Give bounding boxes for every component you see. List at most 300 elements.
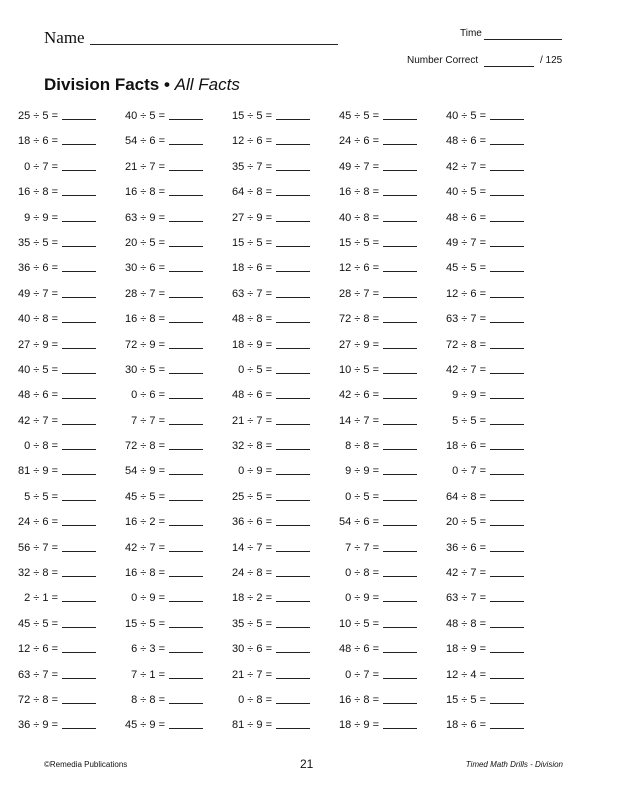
answer-blank[interactable] xyxy=(383,195,417,196)
problem-row xyxy=(0,565,618,590)
problem-equation: 2 ÷ 1 = xyxy=(24,592,58,605)
answer-blank[interactable] xyxy=(62,348,96,349)
problem-equation: 56 ÷ 7 = xyxy=(18,541,58,554)
problem-item xyxy=(446,235,570,251)
problem-equation: 72 ÷ 9 = xyxy=(125,338,165,351)
answer-blank[interactable] xyxy=(62,373,96,374)
answer-blank[interactable] xyxy=(169,119,203,120)
answer-blank[interactable] xyxy=(383,703,417,704)
answer-blank[interactable] xyxy=(276,271,310,272)
problem-equation: 16 ÷ 8 = xyxy=(125,186,165,199)
problem-equation: 12 ÷ 4 = xyxy=(446,668,486,681)
problem-item xyxy=(18,692,142,708)
problem-item xyxy=(446,184,570,200)
answer-blank[interactable] xyxy=(383,576,417,577)
problem-equation: 48 ÷ 6 = xyxy=(446,211,486,224)
problem-item xyxy=(232,438,356,454)
answer-blank[interactable] xyxy=(490,170,524,171)
answer-blank[interactable] xyxy=(169,144,203,145)
problem-row xyxy=(0,260,618,285)
problem-equation: 16 ÷ 8 = xyxy=(339,186,379,199)
answer-blank[interactable] xyxy=(276,195,310,196)
problem-equation: 42 ÷ 7 = xyxy=(446,363,486,376)
answer-blank[interactable] xyxy=(169,576,203,577)
problem-equation: 0 ÷ 8 = xyxy=(345,567,379,580)
answer-blank[interactable] xyxy=(169,348,203,349)
problem-equation: 15 ÷ 5 = xyxy=(125,617,165,630)
answer-blank[interactable] xyxy=(169,601,203,602)
problem-equation: 18 ÷ 9 = xyxy=(232,338,272,351)
problem-row xyxy=(0,590,618,615)
problem-equation: 28 ÷ 7 = xyxy=(125,287,165,300)
problem-equation: 49 ÷ 7 = xyxy=(18,287,58,300)
answer-blank[interactable] xyxy=(490,348,524,349)
problem-row xyxy=(0,438,618,463)
problem-row xyxy=(0,286,618,311)
answer-blank[interactable] xyxy=(169,678,203,679)
answer-blank[interactable] xyxy=(490,424,524,425)
answer-blank[interactable] xyxy=(62,500,96,501)
answer-blank[interactable] xyxy=(490,576,524,577)
problem-equation: 9 ÷ 9 = xyxy=(452,389,486,402)
problem-row xyxy=(0,616,618,641)
problem-item xyxy=(446,489,570,505)
problem-equation: 25 ÷ 5 = xyxy=(18,110,58,122)
problem-equation: 42 ÷ 7 = xyxy=(18,414,58,427)
problem-item xyxy=(24,590,142,606)
problem-item xyxy=(452,463,570,479)
time-label: Time xyxy=(460,28,482,39)
problem-equation: 18 ÷ 6 = xyxy=(446,440,486,453)
answer-blank[interactable] xyxy=(490,652,524,653)
problem-item xyxy=(125,362,249,378)
problem-item xyxy=(125,463,249,479)
answer-blank[interactable] xyxy=(62,246,96,247)
footer-page-number: 21 xyxy=(300,757,314,771)
answer-blank[interactable] xyxy=(169,728,203,729)
problem-equation: 21 ÷ 7 = xyxy=(232,414,272,427)
problem-equation: 63 ÷ 7 = xyxy=(18,668,58,681)
answer-blank[interactable] xyxy=(62,678,96,679)
answer-blank[interactable] xyxy=(383,398,417,399)
problem-equation: 30 ÷ 5 = xyxy=(125,363,165,376)
answer-blank[interactable] xyxy=(62,195,96,196)
problem-equation: 24 ÷ 6 = xyxy=(18,516,58,529)
problem-equation: 36 ÷ 6 = xyxy=(18,262,58,275)
problem-equation: 81 ÷ 9 = xyxy=(232,719,272,732)
answer-blank[interactable] xyxy=(169,297,203,298)
answer-blank[interactable] xyxy=(490,373,524,374)
answer-blank[interactable] xyxy=(169,398,203,399)
answer-blank[interactable] xyxy=(276,728,310,729)
problem-equation: 40 ÷ 8 = xyxy=(18,313,58,326)
problem-item xyxy=(232,590,356,606)
answer-blank[interactable] xyxy=(276,525,310,526)
problem-row xyxy=(0,184,618,209)
problem-row xyxy=(0,108,618,133)
answer-blank[interactable] xyxy=(383,144,417,145)
problem-item xyxy=(446,616,570,632)
name-answer-line[interactable] xyxy=(90,44,338,45)
problem-equation: 48 ÷ 6 = xyxy=(232,389,272,402)
problem-item xyxy=(446,260,570,276)
problem-equation: 8 ÷ 8 = xyxy=(345,440,379,453)
answer-blank[interactable] xyxy=(169,627,203,628)
footer-book-title: Timed Math Drills - Division xyxy=(465,760,563,769)
problem-equation: 40 ÷ 8 = xyxy=(339,211,379,224)
problem-item xyxy=(18,641,142,657)
answer-blank[interactable] xyxy=(276,144,310,145)
problem-equation: 14 ÷ 7 = xyxy=(232,541,272,554)
answer-blank[interactable] xyxy=(169,424,203,425)
problem-item xyxy=(131,692,249,708)
problem-row xyxy=(0,540,618,565)
problem-equation: 18 ÷ 6 = xyxy=(18,135,58,148)
problem-row xyxy=(0,387,618,412)
problem-row xyxy=(0,489,618,514)
problem-item xyxy=(446,159,570,175)
answer-blank[interactable] xyxy=(276,703,310,704)
answer-blank[interactable] xyxy=(490,271,524,272)
problem-row xyxy=(0,463,618,488)
problem-equation: 36 ÷ 6 = xyxy=(232,516,272,529)
problem-equation: 40 ÷ 5 = xyxy=(446,186,486,199)
problem-equation: 18 ÷ 9 = xyxy=(446,643,486,656)
problem-equation: 32 ÷ 8 = xyxy=(18,567,58,580)
problem-item xyxy=(446,717,570,733)
problem-item xyxy=(446,210,570,226)
problem-equation: 15 ÷ 5 = xyxy=(232,110,272,122)
problem-grid xyxy=(0,108,618,743)
answer-blank[interactable] xyxy=(383,348,417,349)
answer-blank[interactable] xyxy=(62,398,96,399)
answer-blank[interactable] xyxy=(490,144,524,145)
problem-equation: 12 ÷ 6 = xyxy=(339,262,379,275)
time-answer-line[interactable] xyxy=(484,39,562,40)
problem-equation: 18 ÷ 2 = xyxy=(232,592,272,605)
answer-blank[interactable] xyxy=(490,246,524,247)
problem-row xyxy=(0,337,618,362)
problem-row xyxy=(0,362,618,387)
title-sub: All Facts xyxy=(174,75,240,94)
answer-blank[interactable] xyxy=(383,246,417,247)
problem-equation: 7 ÷ 7 = xyxy=(345,541,379,554)
answer-blank[interactable] xyxy=(169,525,203,526)
answer-blank[interactable] xyxy=(276,500,310,501)
answer-blank[interactable] xyxy=(490,678,524,679)
problem-equation: 16 ÷ 8 = xyxy=(125,313,165,326)
answer-blank[interactable] xyxy=(169,246,203,247)
answer-blank[interactable] xyxy=(383,678,417,679)
problem-equation: 45 ÷ 5 = xyxy=(125,490,165,503)
problem-equation: 36 ÷ 9 = xyxy=(18,719,58,732)
problem-equation: 8 ÷ 8 = xyxy=(131,693,165,706)
problem-equation: 7 ÷ 1 = xyxy=(131,668,165,681)
problem-equation: 63 ÷ 9 = xyxy=(125,211,165,224)
problem-equation: 64 ÷ 8 = xyxy=(232,186,272,199)
problem-equation: 24 ÷ 8 = xyxy=(232,567,272,580)
answer-blank[interactable] xyxy=(276,576,310,577)
problem-equation: 15 ÷ 5 = xyxy=(339,236,379,249)
problem-item xyxy=(446,133,570,149)
problem-equation: 63 ÷ 7 = xyxy=(446,313,486,326)
problem-equation: 28 ÷ 7 = xyxy=(339,287,379,300)
answer-blank[interactable] xyxy=(276,119,310,120)
answer-blank[interactable] xyxy=(276,678,310,679)
problem-equation: 72 ÷ 8 = xyxy=(446,338,486,351)
problem-equation: 40 ÷ 5 = xyxy=(125,110,165,122)
answer-blank[interactable] xyxy=(490,221,524,222)
answer-blank[interactable] xyxy=(383,449,417,450)
answer-blank[interactable] xyxy=(169,703,203,704)
problem-item xyxy=(339,387,463,403)
answer-blank[interactable] xyxy=(490,322,524,323)
problem-row xyxy=(0,692,618,717)
problem-row xyxy=(0,514,618,539)
answer-blank[interactable] xyxy=(276,601,310,602)
problem-equation: 0 ÷ 9 = xyxy=(131,592,165,605)
answer-blank[interactable] xyxy=(276,373,310,374)
problem-item xyxy=(232,540,356,556)
answer-blank[interactable] xyxy=(169,652,203,653)
problem-equation: 24 ÷ 6 = xyxy=(339,135,379,148)
problem-item xyxy=(446,311,570,327)
problem-equation: 16 ÷ 8 = xyxy=(339,693,379,706)
problem-equation: 63 ÷ 7 = xyxy=(446,592,486,605)
answer-blank[interactable] xyxy=(383,373,417,374)
problem-equation: 12 ÷ 6 = xyxy=(446,287,486,300)
answer-blank[interactable] xyxy=(62,576,96,577)
problem-equation: 27 ÷ 9 = xyxy=(232,211,272,224)
answer-blank[interactable] xyxy=(169,170,203,171)
answer-blank[interactable] xyxy=(62,449,96,450)
problem-equation: 40 ÷ 5 = xyxy=(446,110,486,122)
problem-equation: 20 ÷ 5 = xyxy=(125,236,165,249)
problem-item xyxy=(238,463,356,479)
problem-equation: 0 ÷ 7 = xyxy=(345,668,379,681)
problem-equation: 54 ÷ 6 = xyxy=(339,516,379,529)
answer-blank[interactable] xyxy=(62,474,96,475)
problem-equation: 10 ÷ 5 = xyxy=(339,363,379,376)
problem-equation: 40 ÷ 5 = xyxy=(18,363,58,376)
problem-equation: 35 ÷ 5 = xyxy=(18,236,58,249)
answer-blank[interactable] xyxy=(62,297,96,298)
problem-equation: 10 ÷ 5 = xyxy=(339,617,379,630)
answer-blank[interactable] xyxy=(62,728,96,729)
problem-equation: 30 ÷ 6 = xyxy=(125,262,165,275)
answer-blank[interactable] xyxy=(383,652,417,653)
problem-equation: 32 ÷ 8 = xyxy=(232,440,272,453)
problem-row xyxy=(0,413,618,438)
problem-row xyxy=(0,717,618,742)
problem-equation: 48 ÷ 6 = xyxy=(18,389,58,402)
answer-blank[interactable] xyxy=(169,322,203,323)
problem-equation: 48 ÷ 8 = xyxy=(446,617,486,630)
problem-item xyxy=(446,590,570,606)
problem-equation: 18 ÷ 6 = xyxy=(446,719,486,732)
answer-blank[interactable] xyxy=(276,348,310,349)
problem-equation: 36 ÷ 6 = xyxy=(446,541,486,554)
answer-blank[interactable] xyxy=(490,297,524,298)
problem-item xyxy=(446,565,570,581)
answer-blank[interactable] xyxy=(490,703,524,704)
answer-blank[interactable] xyxy=(169,221,203,222)
answer-blank[interactable] xyxy=(383,627,417,628)
answer-blank[interactable] xyxy=(383,728,417,729)
answer-blank[interactable] xyxy=(169,373,203,374)
problem-row xyxy=(0,235,618,260)
problem-item xyxy=(345,463,463,479)
answer-blank[interactable] xyxy=(383,601,417,602)
answer-blank[interactable] xyxy=(62,703,96,704)
problem-equation: 27 ÷ 9 = xyxy=(18,338,58,351)
problem-equation: 15 ÷ 5 = xyxy=(232,236,272,249)
answer-blank[interactable] xyxy=(169,474,203,475)
answer-blank[interactable] xyxy=(276,246,310,247)
answer-blank[interactable] xyxy=(383,551,417,552)
problem-item xyxy=(446,540,570,556)
answer-blank[interactable] xyxy=(490,525,524,526)
problem-equation: 49 ÷ 7 = xyxy=(446,236,486,249)
answer-blank[interactable] xyxy=(490,500,524,501)
answer-blank[interactable] xyxy=(490,551,524,552)
footer-publisher: ©Remedia Publications xyxy=(44,760,128,769)
answer-blank[interactable] xyxy=(276,424,310,425)
answer-blank[interactable] xyxy=(383,474,417,475)
problem-item xyxy=(446,362,570,378)
problem-equation: 72 ÷ 8 = xyxy=(339,313,379,326)
answer-blank[interactable] xyxy=(62,119,96,120)
problem-equation: 48 ÷ 6 = xyxy=(446,135,486,148)
answer-blank[interactable] xyxy=(62,271,96,272)
answer-blank[interactable] xyxy=(383,297,417,298)
answer-blank[interactable] xyxy=(62,551,96,552)
answer-blank[interactable] xyxy=(276,551,310,552)
problem-equation: 0 ÷ 9 = xyxy=(345,592,379,605)
answer-blank[interactable] xyxy=(62,424,96,425)
problem-equation: 49 ÷ 7 = xyxy=(339,160,379,173)
answer-blank[interactable] xyxy=(169,551,203,552)
answer-blank[interactable] xyxy=(383,500,417,501)
answer-blank[interactable] xyxy=(490,627,524,628)
problem-equation: 0 ÷ 5 = xyxy=(345,490,379,503)
problem-equation: 16 ÷ 8 = xyxy=(125,567,165,580)
answer-blank[interactable] xyxy=(62,144,96,145)
problem-equation: 14 ÷ 7 = xyxy=(339,414,379,427)
problem-equation: 42 ÷ 6 = xyxy=(339,389,379,402)
answer-blank[interactable] xyxy=(62,652,96,653)
answer-blank[interactable] xyxy=(62,322,96,323)
answer-blank[interactable] xyxy=(276,297,310,298)
problem-row xyxy=(0,159,618,184)
answer-blank[interactable] xyxy=(276,474,310,475)
answer-blank[interactable] xyxy=(276,322,310,323)
problem-item xyxy=(446,337,570,353)
problem-item xyxy=(446,438,570,454)
problem-equation: 12 ÷ 6 = xyxy=(18,643,58,656)
answer-blank[interactable] xyxy=(62,221,96,222)
answer-blank[interactable] xyxy=(276,398,310,399)
problem-item xyxy=(232,489,356,505)
answer-blank[interactable] xyxy=(490,601,524,602)
answer-blank[interactable] xyxy=(62,627,96,628)
answer-blank[interactable] xyxy=(490,398,524,399)
problem-row xyxy=(0,311,618,336)
answer-blank[interactable] xyxy=(490,449,524,450)
problem-equation: 5 ÷ 5 = xyxy=(24,490,58,503)
problem-item xyxy=(446,641,570,657)
answer-blank[interactable] xyxy=(490,474,524,475)
number-correct-label: Number Correct xyxy=(407,55,479,66)
answer-blank[interactable] xyxy=(490,119,524,120)
number-correct-answer-line[interactable] xyxy=(484,66,534,67)
answer-blank[interactable] xyxy=(62,525,96,526)
problem-equation: 6 ÷ 3 = xyxy=(131,643,165,656)
answer-blank[interactable] xyxy=(276,652,310,653)
problem-row xyxy=(0,210,618,235)
problem-row xyxy=(0,641,618,666)
problem-equation: 42 ÷ 7 = xyxy=(125,541,165,554)
answer-blank[interactable] xyxy=(169,195,203,196)
answer-blank[interactable] xyxy=(169,500,203,501)
problem-equation: 45 ÷ 5 = xyxy=(339,110,379,122)
problem-equation: 16 ÷ 2 = xyxy=(125,516,165,529)
answer-blank[interactable] xyxy=(62,601,96,602)
answer-blank[interactable] xyxy=(490,195,524,196)
problem-equation: 45 ÷ 5 = xyxy=(18,617,58,630)
problem-equation: 7 ÷ 7 = xyxy=(131,414,165,427)
answer-blank[interactable] xyxy=(490,728,524,729)
problem-item xyxy=(452,413,570,429)
answer-blank[interactable] xyxy=(169,271,203,272)
answer-blank[interactable] xyxy=(276,170,310,171)
problem-equation: 64 ÷ 8 = xyxy=(446,490,486,503)
problem-equation: 54 ÷ 6 = xyxy=(125,135,165,148)
problem-row xyxy=(0,133,618,158)
answer-blank[interactable] xyxy=(383,424,417,425)
answer-blank[interactable] xyxy=(383,525,417,526)
answer-blank[interactable] xyxy=(383,170,417,171)
answer-blank[interactable] xyxy=(276,221,310,222)
problem-equation: 0 ÷ 8 = xyxy=(238,693,272,706)
problem-equation: 48 ÷ 6 = xyxy=(339,643,379,656)
problem-equation: 16 ÷ 8 = xyxy=(18,186,58,199)
answer-blank[interactable] xyxy=(62,170,96,171)
problem-equation: 0 ÷ 7 = xyxy=(24,160,58,173)
problem-equation: 72 ÷ 8 = xyxy=(18,693,58,706)
problem-equation: 25 ÷ 5 = xyxy=(232,490,272,503)
answer-blank[interactable] xyxy=(383,322,417,323)
problem-equation: 0 ÷ 7 = xyxy=(452,465,486,478)
answer-blank[interactable] xyxy=(169,449,203,450)
problem-equation: 5 ÷ 5 = xyxy=(452,414,486,427)
answer-blank[interactable] xyxy=(276,627,310,628)
problem-equation: 48 ÷ 8 = xyxy=(232,313,272,326)
answer-blank[interactable] xyxy=(383,221,417,222)
problem-equation: 72 ÷ 8 = xyxy=(125,440,165,453)
problem-equation: 42 ÷ 7 = xyxy=(446,160,486,173)
problem-item xyxy=(446,667,570,683)
answer-blank[interactable] xyxy=(383,119,417,120)
problem-row xyxy=(0,667,618,692)
answer-blank[interactable] xyxy=(383,271,417,272)
problem-equation: 54 ÷ 9 = xyxy=(125,465,165,478)
answer-blank[interactable] xyxy=(276,449,310,450)
problem-equation: 30 ÷ 6 = xyxy=(232,643,272,656)
problem-item xyxy=(446,108,570,124)
problem-item xyxy=(446,286,570,302)
page-title xyxy=(44,75,240,95)
